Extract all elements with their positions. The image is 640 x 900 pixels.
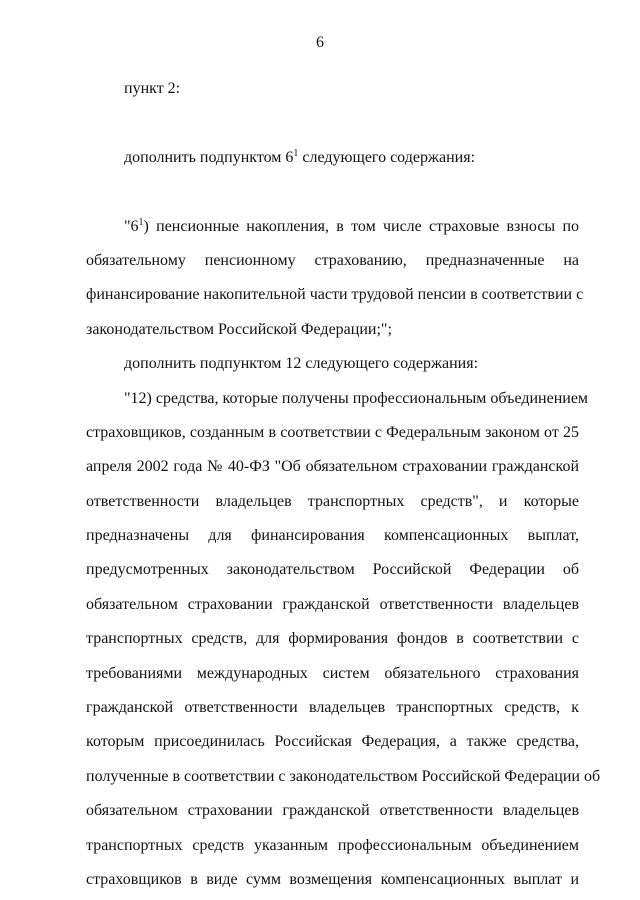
text-line: которым присоединилась Российская Федерация, а также средства, (86, 733, 579, 751)
text-line: дополнить подпунктом 12 следующего содержания: (124, 355, 479, 373)
text-line: "12) средства, которые получены профессиональным объединением (124, 389, 589, 407)
text-line (86, 106, 579, 140)
document-body (86, 72, 601, 897)
text-line: обязательном страховании гражданской ответственности владельцев (86, 595, 579, 613)
text-line: дополнить подпунктом $6^1$ следующего содержания: (124, 147, 476, 166)
text-line: законодательством Российской Федерации;"; (86, 320, 392, 338)
text-line: пункт 2: (124, 80, 181, 97)
text-line: обязательному пенсионному страхованию, предназначенные на (86, 251, 579, 269)
text-line: страховщиков, созданным в соответствии с Федеральным законом от 25 (86, 423, 579, 441)
superscript-marker: 1 (138, 216, 144, 228)
text-line (86, 175, 579, 209)
text-line: страховщиков в виде сумм возмещения компенсационных выплат и (86, 870, 579, 888)
text-line: обязательном страховании гражданской ответственности владельцев (86, 802, 579, 820)
text-line: предусмотренных законодательством Российской Федерации об (86, 561, 579, 579)
text-line: гражданской ответственности владельцев транспортных средств, к (86, 699, 579, 717)
text-line: финансирование накопительной части трудовой пенсии в соответствии с (86, 286, 584, 304)
text-line: транспортных средств указанным профессиональным объединением (86, 836, 579, 854)
text-line: предназначены для финансирования компенсационных выплат, (86, 527, 579, 545)
text-line: транспортных средств, для формирования фондов в соответствии с (86, 630, 579, 648)
text-line: полученные в соответствии с законодательством Российской Федерации об (86, 767, 601, 785)
text-line: ответственности владельцев транспортных средств", и которые (86, 492, 579, 510)
page-number: 6 (316, 34, 324, 51)
superscript-marker: 1 (293, 147, 299, 159)
text-line: "$6^1$) пенсионные накопления, в том числе страховые взносы по (124, 216, 579, 235)
text-line: апреля 2002 года № 40-ФЗ "Об обязательном страховании гражданской (86, 458, 579, 476)
text-line: требованиями международных систем обязательного страхования (86, 664, 579, 682)
